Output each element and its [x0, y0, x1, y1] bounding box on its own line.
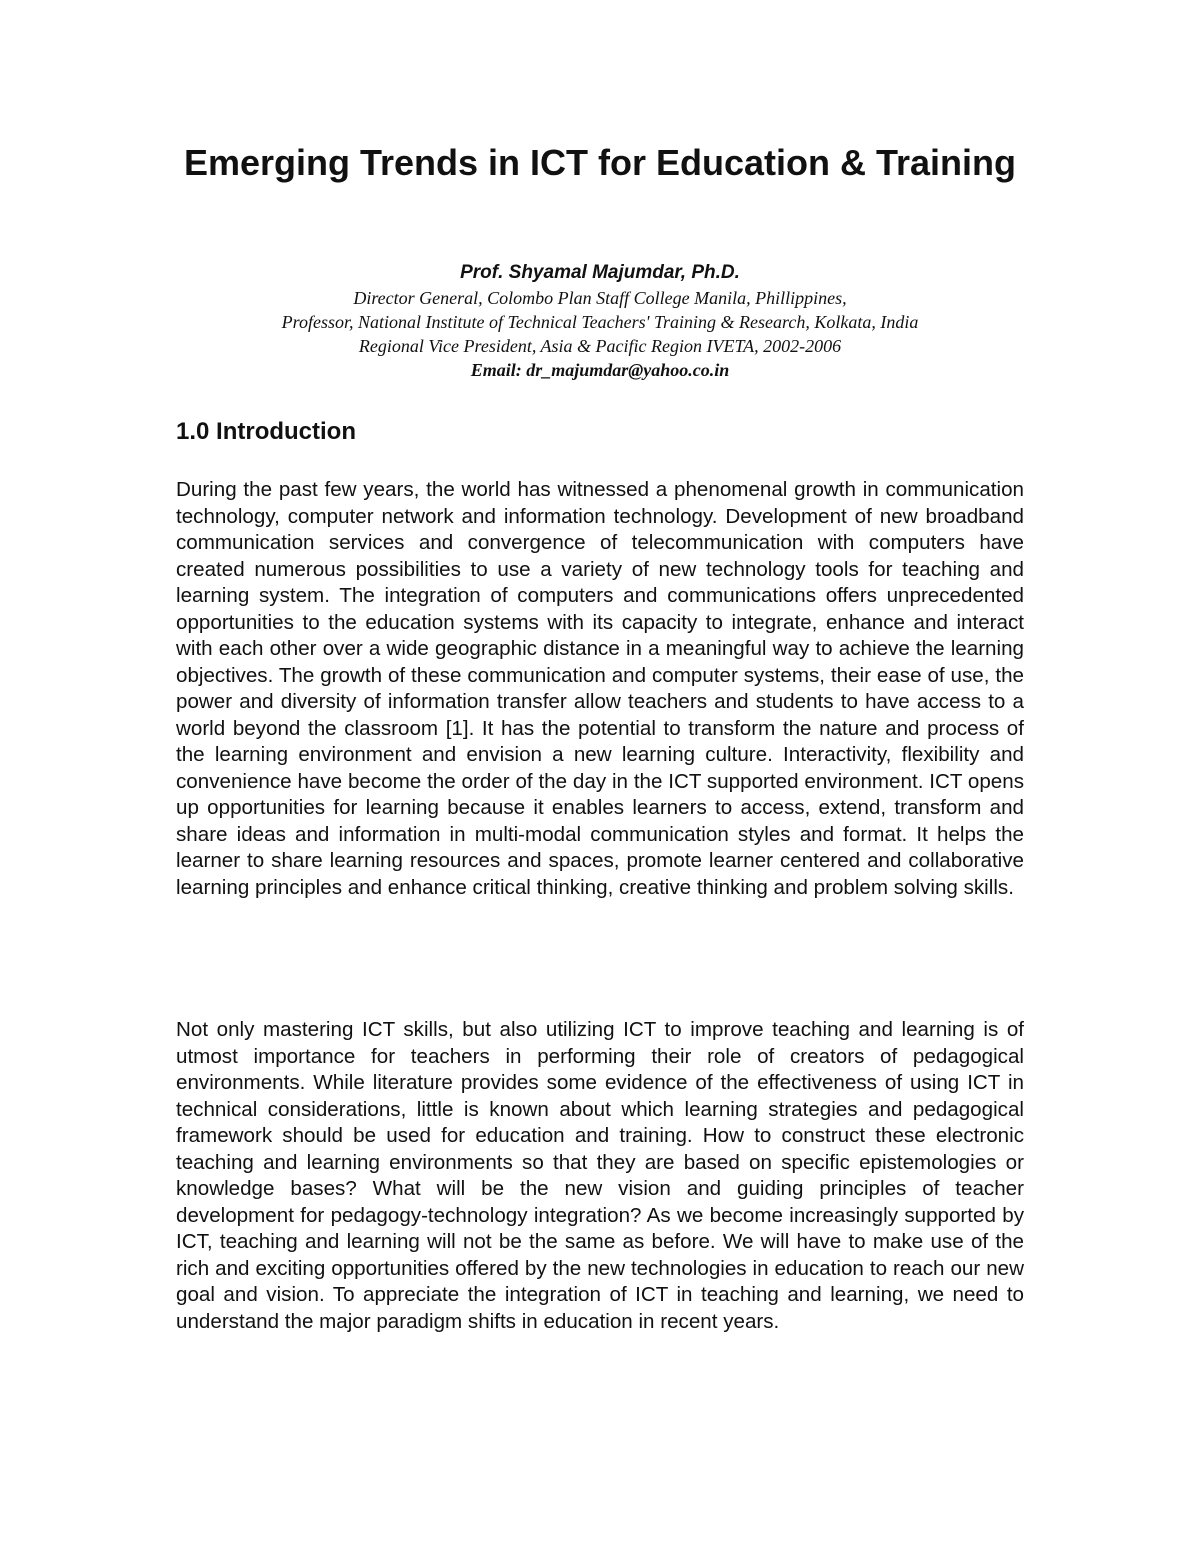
- affiliation-line: Professor, National Institute of Technical Teachers' Training & Research, Kolkata, India: [281, 312, 919, 332]
- paper-title: Emerging Trends in ICT for Education & Training: [183, 142, 1017, 183]
- author-block: [120, 260, 1080, 382]
- author-email: Email: dr_majumdar@yahoo.co.in: [470, 360, 730, 380]
- affiliation-line: Regional Vice President, Asia & Pacific Region IVETA, 2002-2006: [358, 336, 842, 356]
- body-paragraph: Not only mastering ICT skills, but also utilizing ICT to improve teaching and learning is of utmost importance for teachers in performing their role of creators of pedagogical environments. While literature provides some evidence of the effectiveness of using ICT in technical considerations, little is known about which learning strategies and pedagogical framework should be used for education and training. How to construct these electronic teaching and learning environments so that they are based on specific epistemologies or knowledge bases? What will be the new vision and guiding principles of teacher development for pedagogy-technology integration? As we become increasingly supported by ICT, teaching and learning will not be the same as before. We will have to make use of the rich and exciting opportunities offered by the new technologies in education to reach our new goal and vision. To appreciate the integration of ICT in teaching and learning, we need to understand the major paradigm shifts in education in recent years.: [176, 1018, 1024, 1333]
- author-name: Prof. Shyamal Majumdar, Ph.D.: [460, 262, 740, 283]
- affiliation-line: Director General, Colombo Plan Staff College Manila, Phillippines,: [353, 288, 847, 308]
- body-paragraph: During the past few years, the world has witnessed a phenomenal growth in communication technology, computer network and information technology. Development of new broadband communication services and convergence of telecommunication with computers have created numerous possibilities to use a variety of new technology tools for teaching and learning system. The integration of computers and communications offers unprecedented opportunities to the education systems with its capacity to integrate, enhance and interact with each other over a wide geographic distance in a meaningful way to achieve the learning objectives. The growth of these communication and computer systems, their ease of use, the power and diversity of information transfer allow teachers and students to have access to a world beyond the classroom [1]. It has the potential to transform the nature and process of the learning environment and envision a new learning culture. Interactivity, flexibility and convenience have become the order of the day in the ICT supported environment. ICT opens up opportunities for learning because it enables learners to access, extend, transform and share ideas and information in multi-modal communication styles and format. It helps the learner to share learning resources and spaces, promote learner centered and collaborative learning principles and enhance critical thinking, creative thinking and problem solving skills.: [176, 478, 1024, 899]
- section-heading: 1.0 Introduction: [176, 418, 356, 445]
